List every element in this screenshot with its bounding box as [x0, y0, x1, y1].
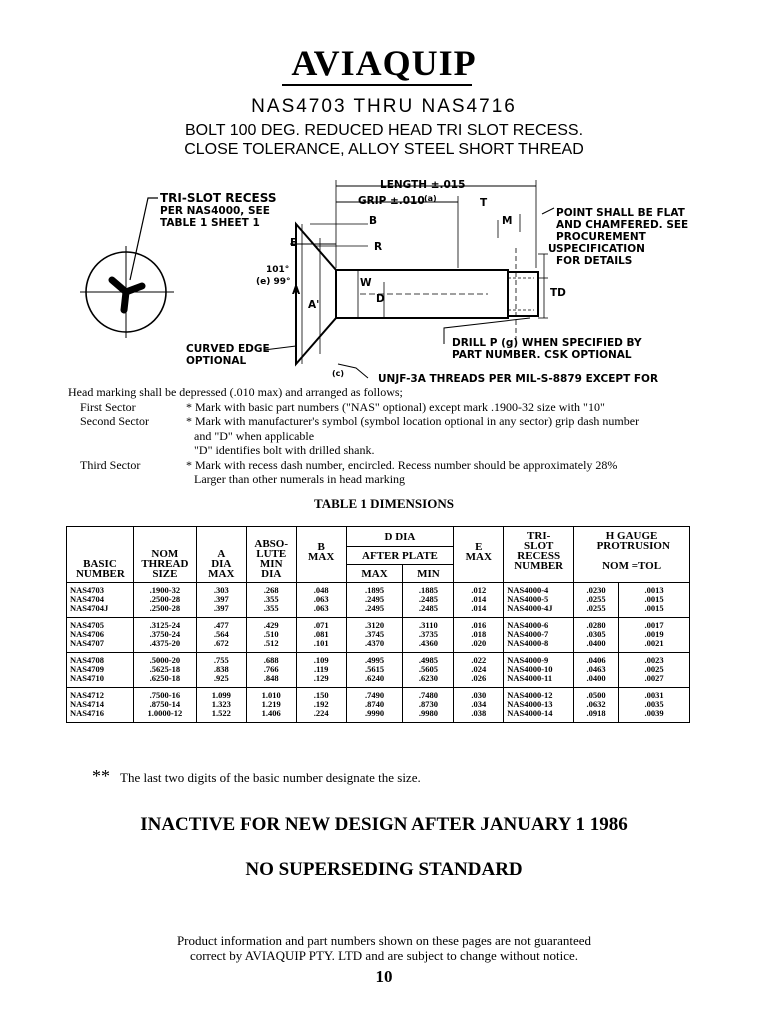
tri-slot-recess-icon [112, 280, 142, 310]
m-label: M [502, 215, 513, 227]
curved-edge-label-2: OPTIONAL [186, 355, 247, 367]
cell-value: NAS4704 [70, 594, 105, 604]
cell-value: .512 [263, 638, 279, 648]
table-cell-b [296, 583, 346, 618]
length-label: LENGTH ±.015 [380, 179, 466, 191]
cell-value: .0015 [644, 603, 664, 613]
footnote-stars: ** [92, 766, 110, 786]
cell-value: .4985 [418, 655, 438, 665]
inactive-notice: INACTIVE FOR NEW DESIGN AFTER JANUARY 1 1986 [140, 814, 628, 835]
table-cell-nom [133, 583, 196, 618]
table-cell-a [196, 653, 246, 688]
table-title: TABLE 1 DIMENSIONS [314, 496, 454, 511]
cell-value: .1895 [364, 585, 385, 595]
table-cell-e [454, 618, 504, 653]
table-cell-basic [67, 688, 134, 723]
cell-value: .0230 [586, 585, 606, 595]
cell-value: .2500-28 [149, 594, 181, 604]
cell-value: .9990 [364, 708, 385, 718]
table-cell-b [296, 688, 346, 723]
table-cell-nom [133, 653, 196, 688]
cell-value: .0406 [586, 655, 606, 665]
table-cell-hnom [574, 688, 619, 723]
cell-value: .5605 [418, 664, 438, 674]
cell-value: .0017 [644, 620, 664, 630]
bolt-technical-drawing [68, 168, 700, 384]
cell-value: NAS4000-6 [507, 620, 549, 630]
cell-value: .048 [313, 585, 329, 595]
cell-value: NAS4716 [70, 708, 105, 718]
cell-value: .0400 [586, 673, 606, 683]
cell-value: 1.406 [261, 708, 281, 718]
cell-value: .5615 [364, 664, 385, 674]
table-cell-e [454, 653, 504, 688]
cell-value: .429 [263, 620, 279, 630]
cell-value: .5625-18 [149, 664, 181, 674]
cell-value: .2485 [418, 603, 438, 613]
cell-value: .0019 [644, 629, 664, 639]
cell-value: .109 [313, 655, 329, 665]
c-label: (c) [332, 369, 345, 378]
table-cell-dmin [403, 618, 454, 653]
cell-value: .0500 [586, 690, 606, 700]
cell-value: .0400 [586, 638, 606, 648]
unjf-note: UNJF-3A THREADS PER MIL-S-8879 EXCEPT FOR [378, 373, 659, 384]
cell-value: .4360 [418, 638, 438, 648]
cell-value: NAS4703 [70, 585, 105, 595]
doc-title: NAS4703 THRU NAS4716 [251, 96, 517, 117]
table-cell-htol [619, 618, 690, 653]
cell-value: .4375-20 [149, 638, 181, 648]
first-sector-text: * Mark with basic part numbers ("NAS" optional) except mark .1900-32 size with "10" [186, 399, 605, 414]
col-tri-slot-recess: TRI-SLOT RECESS NUMBER [504, 527, 574, 583]
cell-value: NAS4000-10 [507, 664, 553, 674]
cell-value: .8730 [418, 699, 438, 709]
b-label: B [369, 215, 378, 227]
table-cell-dmax [346, 653, 403, 688]
cell-value: .925 [213, 673, 229, 683]
cell-value: .7500-16 [149, 690, 181, 700]
cell-value: .0023 [644, 655, 664, 665]
cell-value: .6250-18 [149, 673, 181, 683]
cell-value: NAS4712 [70, 690, 105, 700]
col-b-max: B MAX [296, 527, 346, 583]
cell-value: NAS4000-5 [507, 594, 549, 604]
table-cell-b [296, 618, 346, 653]
cell-value: .0013 [644, 585, 664, 595]
aviaquip-logo [0, 42, 768, 84]
table-cell-hnom [574, 583, 619, 618]
cell-value: .4995 [364, 655, 385, 665]
cell-value: .150 [313, 690, 329, 700]
d-label: D [376, 293, 385, 305]
cell-value: .063 [313, 603, 329, 613]
cell-value: NAS4707 [70, 638, 105, 648]
cell-value: .355 [263, 594, 279, 604]
cell-value: .7490 [364, 690, 385, 700]
table-row [67, 583, 690, 618]
col-absolute-min-dia: ABSO- LUTE MIN DIA [246, 527, 296, 583]
cell-value: .8750-14 [149, 699, 181, 709]
cell-value: .022 [471, 655, 487, 665]
cell-value: NAS4000-7 [507, 629, 549, 639]
point-note-5: FOR DETAILS [556, 255, 633, 267]
cell-value: 1.219 [261, 699, 281, 709]
table-cell-hnom [574, 618, 619, 653]
cell-value: .1900-32 [149, 585, 181, 595]
cell-value: .030 [471, 690, 487, 700]
cell-value: NAS4000-11 [507, 673, 553, 683]
table-cell-htol [619, 583, 690, 618]
cell-value: .018 [471, 629, 487, 639]
page-number: 10 [375, 967, 393, 986]
table-cell-hnom [574, 653, 619, 688]
table-cell-dmax [346, 583, 403, 618]
cell-value: .0463 [586, 664, 606, 674]
table-cell-abs [246, 618, 296, 653]
cell-value: .6240 [364, 673, 385, 683]
cell-value: 1.323 [211, 699, 231, 709]
cell-value: .192 [313, 699, 329, 709]
table-cell-dmin [403, 583, 454, 618]
cell-value: .303 [213, 585, 229, 595]
cell-value: .510 [263, 629, 279, 639]
grip-label: GRIP ±.010 [358, 195, 425, 207]
a-prime-label: A' [308, 299, 320, 311]
table-cell-nom [133, 618, 196, 653]
logo-text: AVIAQUIP [291, 43, 477, 83]
angle2-label: (e) 99° [256, 277, 291, 287]
drill-note-2: PART NUMBER. CSK OPTIONAL [452, 349, 632, 361]
table-cell-dmin [403, 653, 454, 688]
table-row [67, 688, 690, 723]
cell-value: .3745 [364, 629, 385, 639]
cell-value: NAS4000-8 [507, 638, 549, 648]
cell-value: .024 [471, 664, 487, 674]
cell-value: .0027 [644, 673, 664, 683]
cell-value: .848 [263, 673, 279, 683]
cell-value: .755 [213, 655, 229, 665]
angle1-label: 101° [266, 265, 290, 275]
cell-value: .9980 [418, 708, 438, 718]
cell-value: .0025 [644, 664, 664, 674]
cell-value: 1.010 [261, 690, 281, 700]
cell-value: .2495 [364, 594, 385, 604]
cell-value: 1.0000-12 [147, 708, 183, 718]
cell-value: .397 [213, 603, 229, 613]
r-label: R [374, 241, 383, 253]
third-sector-label: Third Sector [80, 457, 141, 472]
no-superseding-notice: NO SUPERSEDING STANDARD [245, 859, 523, 880]
cell-value: .564 [213, 629, 229, 639]
t-label: T [480, 197, 488, 209]
notes-intro: Head marking shall be depressed (.010 max) and arranged as follows; [68, 385, 403, 399]
third-sector-text-2: Larger than other numerals in head marking [194, 472, 406, 486]
first-sector-label: First Sector [80, 399, 136, 414]
table-cell-basic [67, 583, 134, 618]
table-row [67, 653, 690, 688]
cell-value: .766 [263, 664, 279, 674]
cell-value: .0305 [586, 629, 606, 639]
disclaimer-line-2: correct by AVIAQUIP PTY. LTD and are subject to change without notice. [189, 948, 579, 963]
logo-underline [282, 84, 472, 86]
cell-value: .397 [213, 594, 229, 604]
second-sector-text-1: * Mark with manufacturer's symbol (symbol location optional in any sector) grip dash number [186, 414, 640, 428]
cell-value: NAS4714 [70, 699, 105, 709]
cell-value: .014 [471, 594, 487, 604]
cell-value: .063 [313, 594, 329, 604]
e-label: E [290, 237, 298, 249]
cell-value: 1.099 [211, 690, 231, 700]
cell-value: NAS4704J [70, 603, 109, 613]
cell-value: .0031 [644, 690, 664, 700]
cell-value: .0035 [644, 699, 664, 709]
cell-value: 1.522 [211, 708, 231, 718]
point-note-1: POINT SHALL BE FLAT [556, 207, 685, 219]
cell-value: .7480 [418, 690, 438, 700]
cell-value: .8740 [364, 699, 385, 709]
table-cell-abs [246, 688, 296, 723]
table-cell-dmax [346, 618, 403, 653]
cell-value: .3735 [418, 629, 438, 639]
table-cell-abs [246, 653, 296, 688]
cell-value: NAS4708 [70, 655, 105, 665]
table-cell-recess [504, 653, 574, 688]
col-a-dia-max: A DIA MAX [196, 527, 246, 583]
point-note-4: SPECIFICATION [556, 243, 645, 255]
cell-value: NAS4709 [70, 664, 105, 674]
col-nom-thread-size: NOM THREAD SIZE [133, 527, 196, 583]
cell-value: .0015 [644, 594, 664, 604]
cell-value: .0021 [644, 638, 664, 648]
cell-value: NAS4000-4 [507, 585, 549, 595]
col-after-plate: AFTER PLATE [346, 547, 454, 565]
cell-value: NAS4710 [70, 673, 105, 683]
cell-value: .012 [471, 585, 487, 595]
table-ref-label: TABLE 1 SHEET 1 [160, 217, 260, 229]
table-cell-htol [619, 653, 690, 688]
cell-value: .224 [313, 708, 329, 718]
cell-value: .3750-24 [149, 629, 181, 639]
cell-value: .081 [313, 629, 329, 639]
doc-subtitle-2: CLOSE TOLERANCE, ALLOY STEEL SHORT THREAD [184, 141, 584, 158]
col-h-gauge: H GAUGE PROTRUSION NOM =TOL [574, 527, 690, 583]
cell-value: .129 [313, 673, 329, 683]
cell-value: .268 [263, 585, 279, 595]
table-cell-nom [133, 688, 196, 723]
cell-value: .688 [263, 655, 279, 665]
col-basic-number: BASIC NUMBER [67, 527, 134, 583]
cell-value: NAS4000-12 [507, 690, 553, 700]
per-nas-label: PER NAS4000, SEE [160, 205, 270, 217]
head-marking-notes [68, 385, 708, 487]
cell-value: .3110 [419, 620, 438, 630]
u-label: U [548, 243, 557, 255]
col-e-max: E MAX [454, 527, 504, 583]
cell-value: .119 [313, 664, 329, 674]
table-cell-abs [246, 583, 296, 618]
table-cell-dmax [346, 688, 403, 723]
cell-value: .071 [313, 620, 329, 630]
cell-value: .6230 [418, 673, 438, 683]
cell-value: .0632 [586, 699, 606, 709]
table-cell-a [196, 618, 246, 653]
td-label: TD [550, 287, 566, 299]
footnote [92, 766, 421, 787]
table-cell-e [454, 583, 504, 618]
cell-value: .101 [313, 638, 329, 648]
col-d-min: MIN [403, 565, 454, 583]
grip-note-label: (a) [424, 194, 437, 203]
table-row [67, 618, 690, 653]
w-label: W [360, 277, 372, 289]
cell-value: .672 [213, 638, 229, 648]
cell-value: .477 [213, 620, 229, 630]
cell-value: .0280 [586, 620, 606, 630]
cell-value: .355 [263, 603, 279, 613]
cell-value: .026 [471, 673, 487, 683]
footnote-text: The last two digits of the basic number designate the size. [120, 770, 421, 785]
disclaimer-line-1: Product information and part numbers shown on these pages are not guaranteed [176, 933, 592, 948]
tri-slot-label: TRI-SLOT RECESS [160, 191, 277, 205]
cell-value: .3120 [364, 620, 385, 630]
table-cell-a [196, 688, 246, 723]
cell-value: .038 [471, 708, 487, 718]
cell-value: NAS4000-4J [507, 603, 553, 613]
a-label: A [292, 285, 301, 297]
cell-value: .838 [213, 664, 229, 674]
cell-value: NAS4706 [70, 629, 105, 639]
cell-value: .020 [471, 638, 487, 648]
point-note-2: AND CHAMFERED. SEE [556, 219, 689, 231]
drill-note-1: DRILL P (g) WHEN SPECIFIED BY [452, 337, 642, 349]
table-cell-htol [619, 688, 690, 723]
cell-value: .014 [471, 603, 487, 613]
cell-value: NAS4705 [70, 620, 105, 630]
cell-value: .2485 [418, 594, 438, 604]
table-cell-recess [504, 688, 574, 723]
cell-value: .0255 [586, 603, 606, 613]
col-d-dia: D DIA [346, 527, 454, 547]
cell-value: NAS4000-13 [507, 699, 553, 709]
second-sector-text-3: "D" identifies bolt with drilled shank. [194, 443, 375, 457]
cell-value: .5000-20 [149, 655, 181, 665]
cell-value: .0255 [586, 594, 606, 604]
third-sector-text-1: * Mark with recess dash number, encircled. Recess number should be approximately 28% [186, 457, 618, 472]
cell-value: .0918 [586, 708, 606, 718]
table-cell-recess [504, 618, 574, 653]
curved-edge-label-1: CURVED EDGE [186, 343, 270, 355]
bolt-thread-profile [508, 272, 538, 316]
cell-value: .3125-24 [149, 620, 181, 630]
table-cell-basic [67, 653, 134, 688]
table-cell-b [296, 653, 346, 688]
col-d-max: MAX [346, 565, 403, 583]
table-cell-dmin [403, 688, 454, 723]
dimensions-table [66, 526, 690, 723]
cell-value: .1885 [418, 585, 438, 595]
doc-subtitle-1: BOLT 100 DEG. REDUCED HEAD TRI SLOT RECESS. [184, 122, 584, 139]
table-cell-basic [67, 618, 134, 653]
point-note-3: PROCUREMENT [556, 231, 646, 243]
cell-value: .034 [471, 699, 487, 709]
cell-value: .0039 [644, 708, 664, 718]
table-cell-a [196, 583, 246, 618]
cell-value: NAS4000-9 [507, 655, 549, 665]
cell-value: .016 [471, 620, 487, 630]
cell-value: .2500-28 [149, 603, 181, 613]
table-cell-e [454, 688, 504, 723]
cell-value: .2495 [364, 603, 385, 613]
table-cell-recess [504, 583, 574, 618]
cell-value: NAS4000-14 [507, 708, 553, 718]
second-sector-text-2: and "D" when applicable [194, 428, 315, 443]
cell-value: .4370 [364, 638, 385, 648]
second-sector-label: Second Sector [80, 414, 149, 428]
